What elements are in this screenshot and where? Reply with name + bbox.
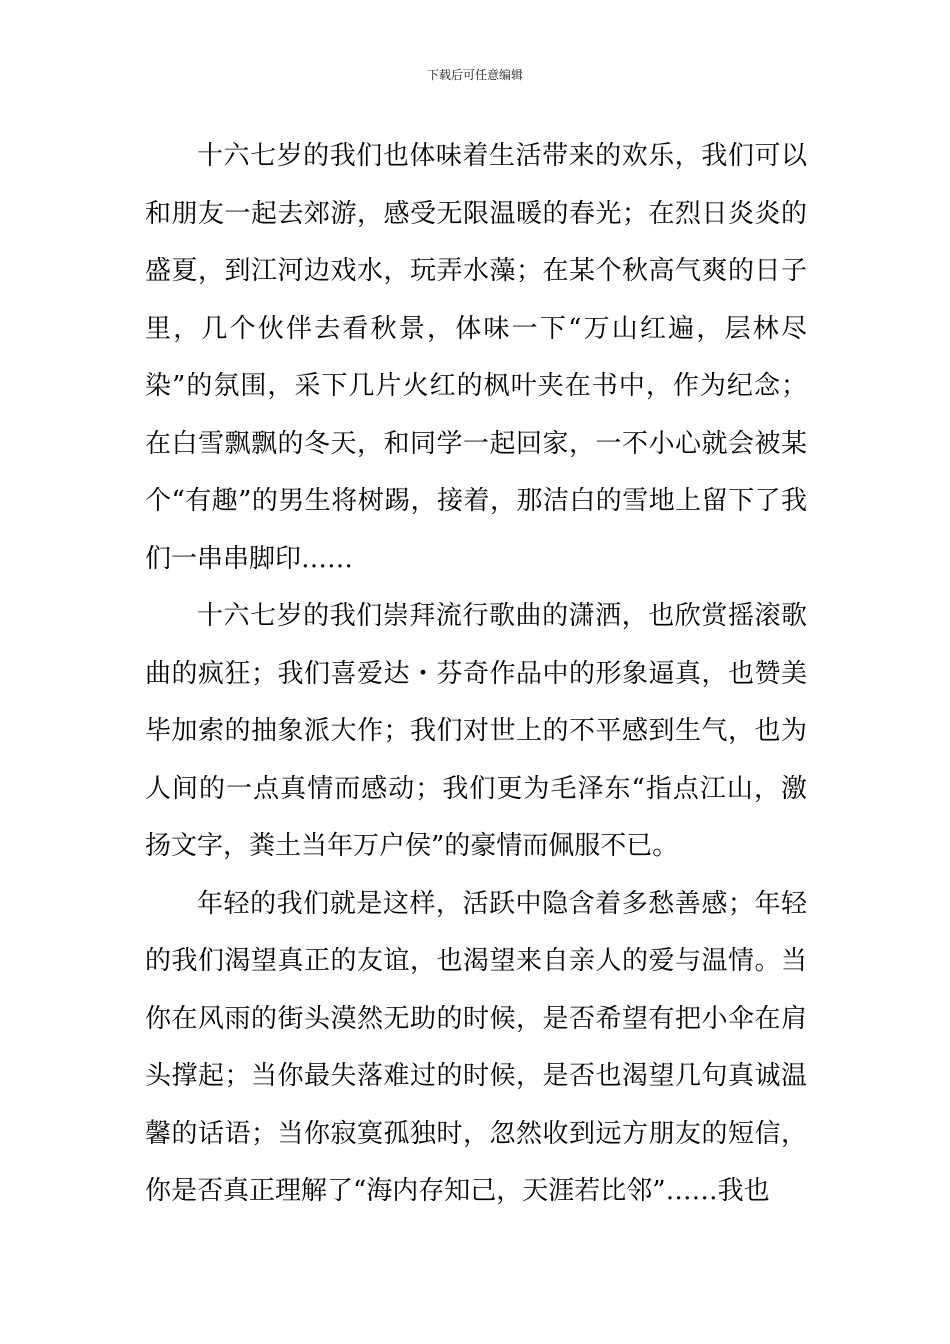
document-body	[145, 128, 807, 1221]
paragraph-3: 年轻的我们就是这样，活跃中隐含着多愁善感；年轻的我们渴望真正的友谊，也渴望来自亲人的爱与温情。当你在风雨的街头漠然无助的时候，是否希望有把小伞在肩头撑起；当你最失落难过的时候，是否也渴望几句真诚温馨的话语；当你寂寞孤独时，忽然收到远方朋友的短信，你是否真正理解了“海内存知己，天涯若比邻”……我也	[145, 888, 807, 1206]
paragraph-1: 十六七岁的我们也体味着生活带来的欢乐，我们可以和朋友一起去郊游，感受无限温暖的春光；在烈日炎炎的盛夏，到江河边戏水，玩弄水藻；在某个秋高气爽的日子里，几个伙伴去看秋景，体味一下“万山红遍，层林尽染”的氛围，采下几片火红的枫叶夹在书中，作为纪念；在白雪飘飘的冬天，和同学一起回家，一不小心就会被某个“有趣”的男生将树踢，接着，那洁白的雪地上留下了我们一串串脚印……	[145, 141, 807, 574]
paragraph-2: 十六七岁的我们崇拜流行歌曲的潇洒，也欣赏摇滚歌曲的疯狂；我们喜爱达・芬奇作品中的形象逼真，也赞美毕加索的抽象派大作；我们对世上的不平感到生气，也为人间的一点真情而感动；我们更为毛泽东“指点江山，激扬文字，粪土当年万户侯”的豪情而佩服不已。	[145, 601, 807, 861]
page-header-note: 下载后可任意编辑	[426, 68, 523, 82]
